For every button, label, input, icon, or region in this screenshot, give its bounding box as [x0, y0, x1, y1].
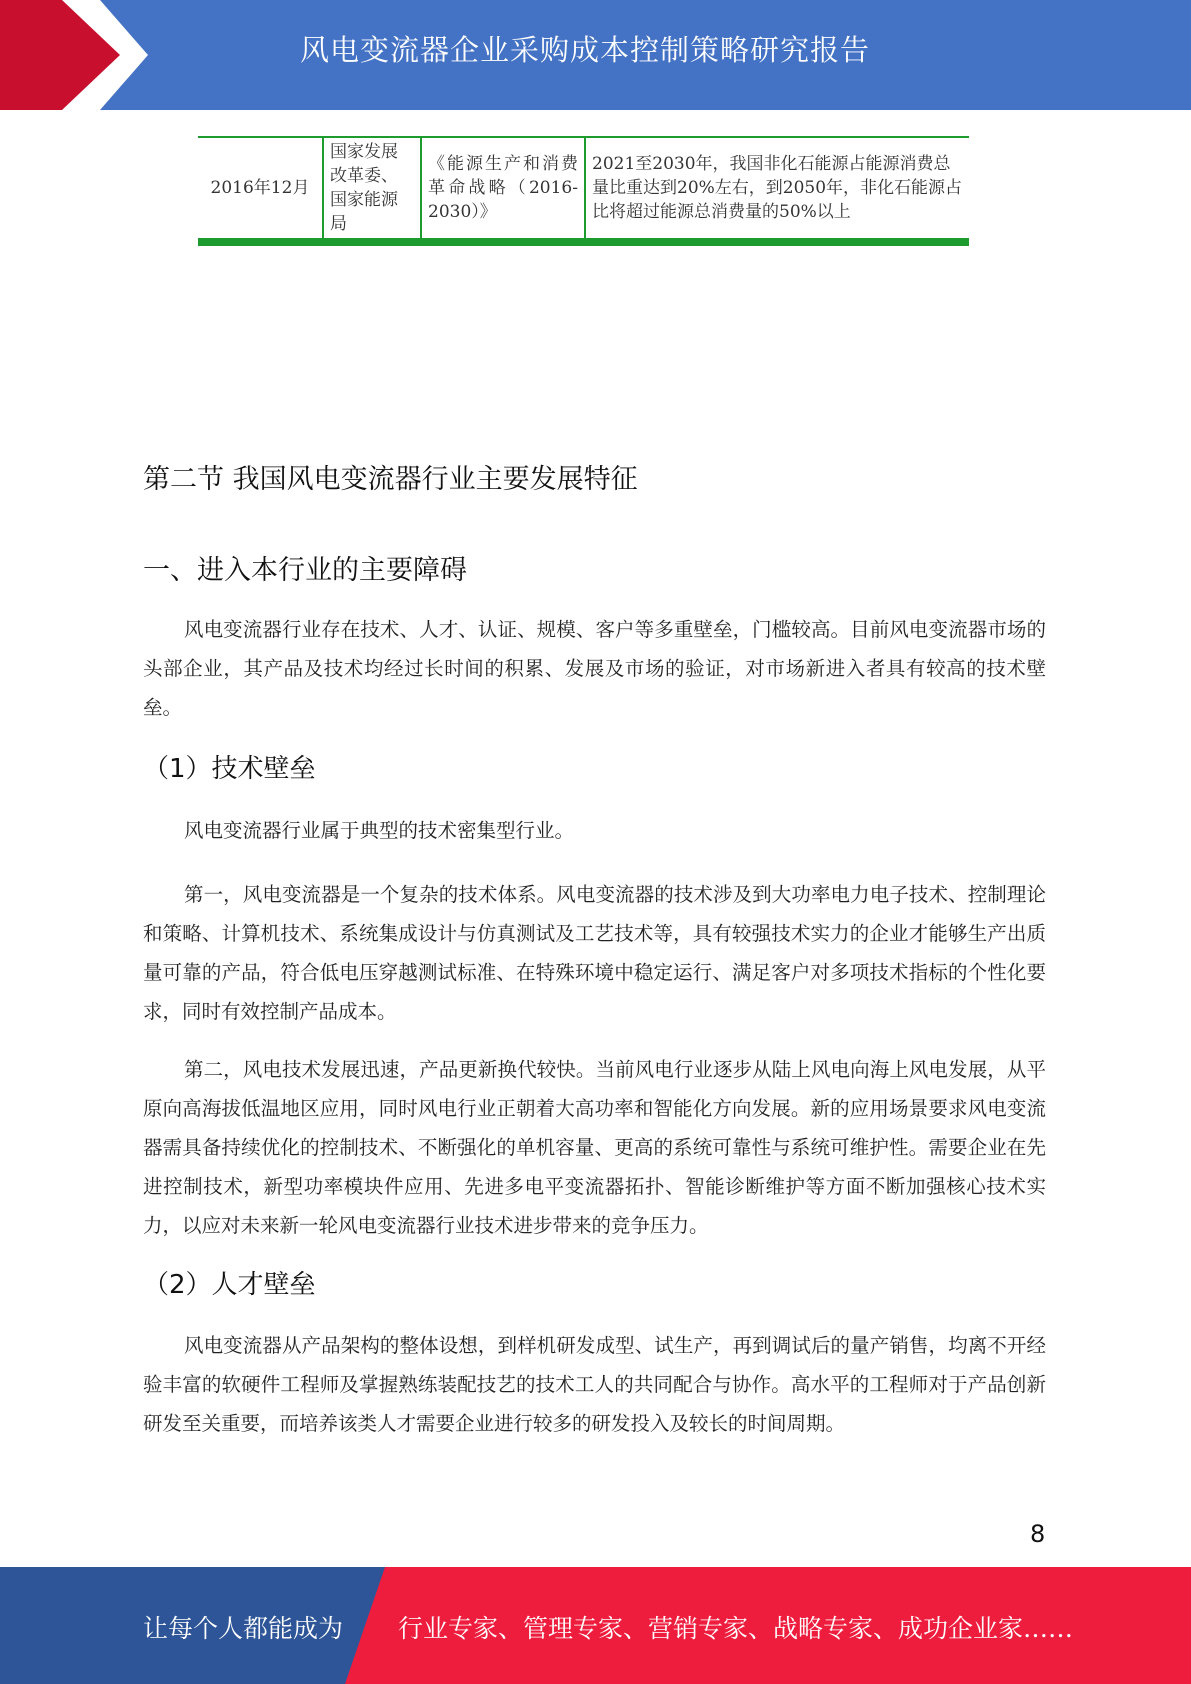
table-row [198, 137, 969, 242]
policy-table [198, 136, 969, 246]
footer-slogan-left: 让每个人都能成为 [143, 1614, 344, 1643]
talent-paragraph-1: 风电变流器从产品架构的整体设想，到样机研发成型、试生产，再到调试后的量产销售，均离不开经验丰富的软硬件工程师及掌握熟练装配技艺的技术工人的共同配合与协作。高水平的工程师对于产品创新研发至关重要，而培养该类人才需要企业进行较多的研发投入及较长的时间周期。 [143, 1334, 1046, 1435]
header-band [0, 0, 1191, 110]
tech-paragraph-3: 第二，风电技术发展迅速，产品更新换代较快。当前风电行业逐步从陆上风电向海上风电发展，从平原向高海拔低温地区应用，同时风电行业正朝着大高功率和智能化方向发展。新的应用场景要求风电变流器需具备持续优化的控制技术、不断强化的单机容量、更高的系统可靠性与系统可维护性。需要企业在先进控制技术，新型功率模块件应用、先进多电平变流器拓扑、智能诊断维护等方面不断加强核心技术实力，以应对未来新一轮风电变流器行业技术进步带来的竞争压力。 [143, 1058, 1046, 1237]
tech-paragraph-2: 第一，风电变流器是一个复杂的技术体系。风电变流器的技术涉及到大功率电力电子技术、控制理论和策略、计算机技术、系统集成设计与仿真测试及工艺技术等，具有较强技术实力的企业才能够生产出质量可靠的产品，符合低电压穿越测试标准、在特殊环境中稳定运行、满足客户对多项技术指标的个性化要求，同时有效控制产品成本。 [143, 883, 1046, 1023]
page-number: 8 [1030, 1520, 1046, 1548]
report-title: 风电变流器企业采购成本控制策略研究报告 [300, 33, 871, 67]
table-cell-content: 2021至2030年，我国非化石能源占能源消费总量比重达到20%左右，到2050年，非化石能源占比将超过能源总消费量的50%以上 [585, 137, 969, 242]
section-title: 第二节 我国风电变流器行业主要发展特征 [143, 464, 638, 495]
subsection-title: 一、进入本行业的主要障碍 [143, 555, 467, 586]
table-cell-document: 《能源生产和消费革命战略（2016-2030）》 [421, 137, 585, 242]
footer-slogan-right: 行业专家、管理专家、营销专家、战略专家、成功企业家…… [398, 1614, 1074, 1643]
header-arrow-decoration [0, 0, 160, 110]
table-cell-issuer: 国家发展改革委、国家能源局 [323, 137, 421, 242]
tech-paragraph-1: 风电变流器行业属于典型的技术密集型行业。 [184, 819, 575, 842]
footer-band [0, 1567, 1191, 1684]
intro-paragraph: 风电变流器行业存在技术、人才、认证、规模、客户等多重壁垒，门槛较高。目前风电变流器市场的头部企业，其产品及技术均经过长时间的积累、发展及市场的验证，对市场新进入者具有较高的技术壁垒。 [143, 618, 1046, 719]
talent-barrier-heading: （2）人才壁垒 [143, 1270, 316, 1300]
tech-barrier-heading: （1）技术壁垒 [143, 754, 316, 784]
table-cell-date: 2016年12月 [198, 137, 323, 242]
